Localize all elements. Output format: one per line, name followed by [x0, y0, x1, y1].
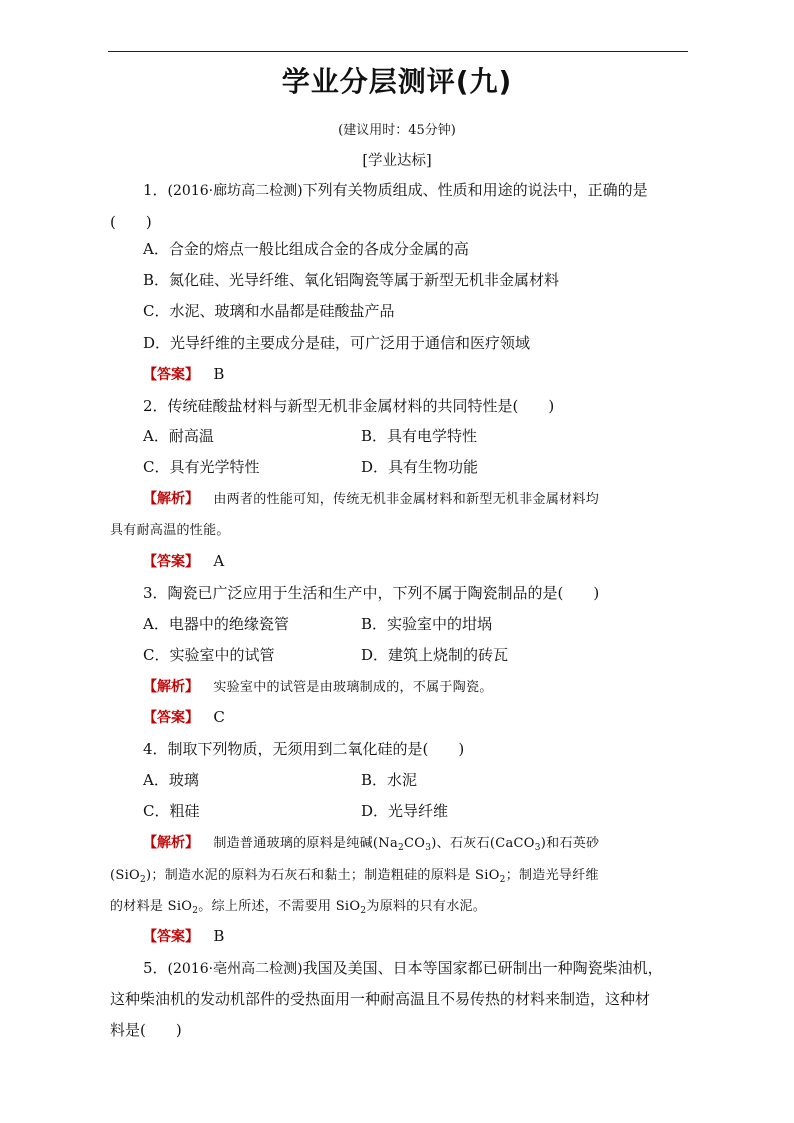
q3-answer: C [213, 708, 225, 726]
subscript: 2 [398, 843, 405, 853]
subscript: 3 [425, 843, 432, 853]
q1-source: (2016·廊坊高二检测) [167, 183, 303, 199]
q3-option-a: A．电器中的绝缘瓷管 [143, 615, 289, 633]
q4-analysis-text: 制造普通玻璃的原料是纯碱(Na [213, 836, 399, 851]
subscript: 2 [360, 906, 367, 916]
q5-stem-1 [143, 957, 663, 978]
q3-analysis: 实验室中的试管是由玻璃制成的，不属于陶瓷。 [213, 680, 493, 695]
subscript: 2 [192, 906, 199, 916]
q4-analysis-text: CO [404, 836, 426, 851]
q3-stem: 3．陶瓷已广泛应用于生活和生产中，下列不属于陶瓷制品的是( ) [143, 584, 600, 602]
q4-answer: B [213, 927, 225, 945]
answer-tag: 【答案】 [143, 929, 199, 945]
q4-analysis-text: )、石灰石(CaCO [431, 836, 535, 851]
q4-option-a: A．玻璃 [143, 771, 199, 789]
q1-answer: B [213, 365, 225, 383]
q1-stem-text: 下列有关物质组成、性质和用途的说法中，正确的是 [302, 181, 648, 199]
q4-analysis-row [143, 832, 599, 852]
q4-analysis-text: 的材料是 SiO [110, 899, 193, 914]
q1-option-d: D．光导纤维的主要成分是硅，可广泛用于通信和医疗领域 [143, 334, 531, 352]
q1-stem [143, 179, 648, 200]
q5-stem-text: 我国及美国、日本等国家都已研制出一种陶瓷柴油机， [302, 959, 663, 977]
q4-option-c: C．粗硅 [143, 802, 200, 820]
subscript: 2 [140, 875, 147, 885]
analysis-tag: 【解析】 [143, 491, 199, 507]
q4-analysis-text: 为原料的只有水泥。 [366, 899, 487, 914]
subscript: 3 [534, 843, 541, 853]
q4-analysis-2 [110, 864, 599, 883]
q3-analysis-row [143, 676, 493, 696]
q3-option-d: D．建筑上烧制的砖瓦 [361, 646, 509, 664]
answer-tag: 【答案】 [143, 710, 199, 726]
suggested-time: (建议用时：45分钟) [338, 123, 456, 138]
q2-analysis-row [143, 488, 599, 508]
answer-tag: 【答案】 [143, 367, 199, 383]
q2-analysis-1: 由两者的性能可知，传统无机非金属材料和新型无机非金属材料均 [213, 492, 600, 507]
q5-source: (2016·亳州高二检测) [167, 961, 303, 977]
q1-number: 1． [143, 181, 168, 199]
q1-option-a: A．合金的熔点一般比组成合金的各成分金属的高 [143, 240, 469, 258]
q3-option-c: C．实验室中的试管 [143, 646, 275, 664]
q2-answer-row [143, 551, 224, 571]
q2-option-b: B．具有电学特性 [361, 427, 478, 445]
q4-answer-row [143, 926, 224, 946]
q4-analysis-text: )；制造水泥的原料为石灰石和黏土；制造粗硅的原料是 SiO [146, 868, 500, 883]
q2-analysis-2: 具有耐高温的性能。 [110, 523, 230, 538]
q2-option-a: A．耐高温 [143, 427, 214, 445]
q4-analysis-text: )和石英砂 [540, 836, 600, 851]
q4-analysis-text: (SiO [110, 868, 140, 883]
q4-option-b: B．水泥 [361, 771, 418, 789]
page-title: 学业分层测评(九) [281, 65, 513, 98]
q1-option-c: C．水泥、玻璃和水晶都是硅酸盐产品 [143, 302, 395, 320]
subscript: 2 [499, 875, 506, 885]
q2-answer: A [213, 552, 225, 570]
q4-analysis-text: ；制造光导纤维 [505, 868, 599, 883]
q1-blank: ( ) [110, 213, 152, 231]
answer-tag: 【答案】 [143, 554, 199, 570]
q2-option-d: D．具有生物功能 [361, 458, 479, 476]
q4-analysis-3 [110, 895, 486, 914]
q2-option-c: C．具有光学特性 [143, 458, 260, 476]
q4-analysis-1 [213, 836, 599, 851]
q4-option-d: D．光导纤维 [361, 802, 449, 820]
q4-analysis-text: 。综上所述，不需要用 SiO [198, 899, 361, 914]
q1-answer-row [143, 364, 224, 384]
section-heading: [学业达标] [362, 153, 432, 169]
analysis-tag: 【解析】 [143, 835, 199, 851]
q1-option-b: B．氮化硅、光导纤维、氧化铝陶瓷等属于新型无机非金属材料 [143, 271, 560, 289]
header-rule [108, 51, 688, 52]
analysis-tag: 【解析】 [143, 679, 199, 695]
q4-stem: 4．制取下列物质，无须用到二氧化硅的是( ) [143, 740, 465, 758]
q5-number: 5． [143, 959, 168, 977]
q5-stem-3: 料是( ) [110, 1021, 182, 1039]
q2-stem: 2．传统硅酸盐材料与新型无机非金属材料的共同特性是( ) [143, 397, 555, 415]
q3-option-b: B．实验室中的坩埚 [361, 615, 493, 633]
q5-stem-2: 这种柴油机的发动机部件的受热面用一种耐高温且不易传热的材料来制造，这种材 [110, 990, 651, 1008]
q3-answer-row [143, 707, 225, 727]
